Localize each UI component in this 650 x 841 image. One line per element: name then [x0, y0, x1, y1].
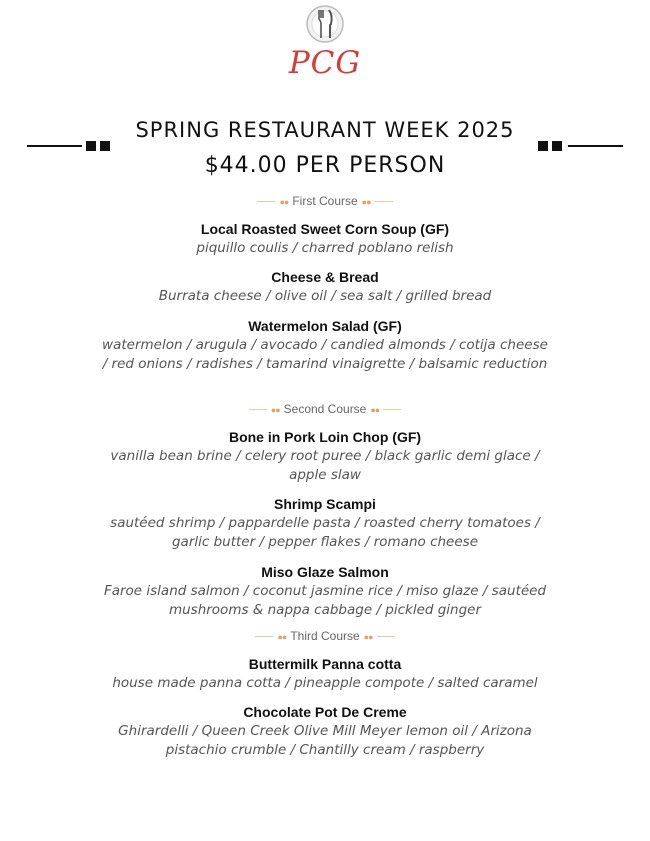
menu-item-name: Cheese & Bread: [271, 269, 379, 285]
divider: [377, 636, 395, 637]
dots-ornament: ●●: [270, 404, 280, 415]
left-rule: [27, 145, 82, 147]
course-label: Second Course: [283, 402, 367, 416]
divider: [249, 409, 267, 410]
dots-ornament: ●●: [370, 404, 380, 415]
menu-title-row: [0, 116, 650, 144]
menu-item-name: Miso Glaze Salmon: [261, 564, 389, 580]
menu-item-description: house made panna cotta / pineapple compote / salted caramel: [112, 675, 538, 691]
course-heading: [0, 194, 650, 208]
logo-text: PCG: [288, 45, 362, 81]
menu-item-name: Bone in Pork Loin Chop (GF): [228, 429, 422, 445]
restaurant-logo: [0, 4, 650, 80]
course-label: Third Course: [290, 629, 360, 643]
menu-item: [100, 220, 550, 258]
menu-item: [100, 655, 550, 693]
menu-item-description: piquillo coulis / charred poblano relish: [196, 240, 454, 256]
divider: [375, 201, 393, 202]
menu-item-name: Buttermilk Panna cotta: [248, 656, 402, 672]
menu-item: [100, 495, 550, 552]
menu-item-description: watermelon / arugula / avocado / candied almonds / cotija cheese / red onions / radishes / tamarind vinaigrette / balsamic reduction: [102, 337, 548, 372]
menu-item-name: Chocolate Pot De Creme: [243, 704, 407, 720]
right-rule: [568, 145, 623, 147]
dots-ornament: ●●: [277, 631, 287, 642]
fork-knife-icon: [303, 4, 347, 44]
divider: [255, 636, 273, 637]
menu-item-description: vanilla bean brine / celery root puree / black garlic demi glace / apple slaw: [110, 448, 540, 483]
divider: [383, 409, 401, 410]
menu-item: [100, 428, 550, 485]
menu-item: [100, 268, 550, 306]
menu-price: $44.00 PER PERSON: [204, 153, 446, 178]
menu-item: [100, 317, 550, 374]
dots-ornament: ●●: [279, 196, 289, 207]
course-heading: [0, 629, 650, 643]
menu-item-description: Ghirardelli / Queen Creek Olive Mill Meyer lemon oil / Arizona pistachio crumble / Chantilly cream / raspberry: [118, 723, 532, 758]
menu-item-description: Burrata cheese / olive oil / sea salt / grilled bread: [158, 288, 492, 304]
menu-title: SPRING RESTAURANT WEEK 2025: [135, 118, 515, 142]
menu-item-name: Shrimp Scampi: [274, 496, 376, 512]
menu-item-name: Watermelon Salad (GF): [248, 318, 402, 334]
menu-item-name: Local Roasted Sweet Corn Soup (GF): [200, 221, 450, 237]
dots-ornament: ●●: [363, 631, 373, 642]
course-label: First Course: [292, 194, 358, 208]
dots-ornament: ●●: [361, 196, 371, 207]
course-heading: [0, 402, 650, 416]
menu-item: [100, 563, 550, 620]
divider: [257, 201, 275, 202]
menu-item: [100, 703, 550, 760]
menu-item-description: Faroe island salmon / coconut jasmine rice / miso glaze / sautéed mushrooms & nappa cabbage / pickled ginger: [103, 583, 547, 618]
menu-item-description: sautéed shrimp / pappardelle pasta / roasted cherry tomatoes / garlic butter / pepper flakes / romano cheese: [110, 515, 540, 550]
